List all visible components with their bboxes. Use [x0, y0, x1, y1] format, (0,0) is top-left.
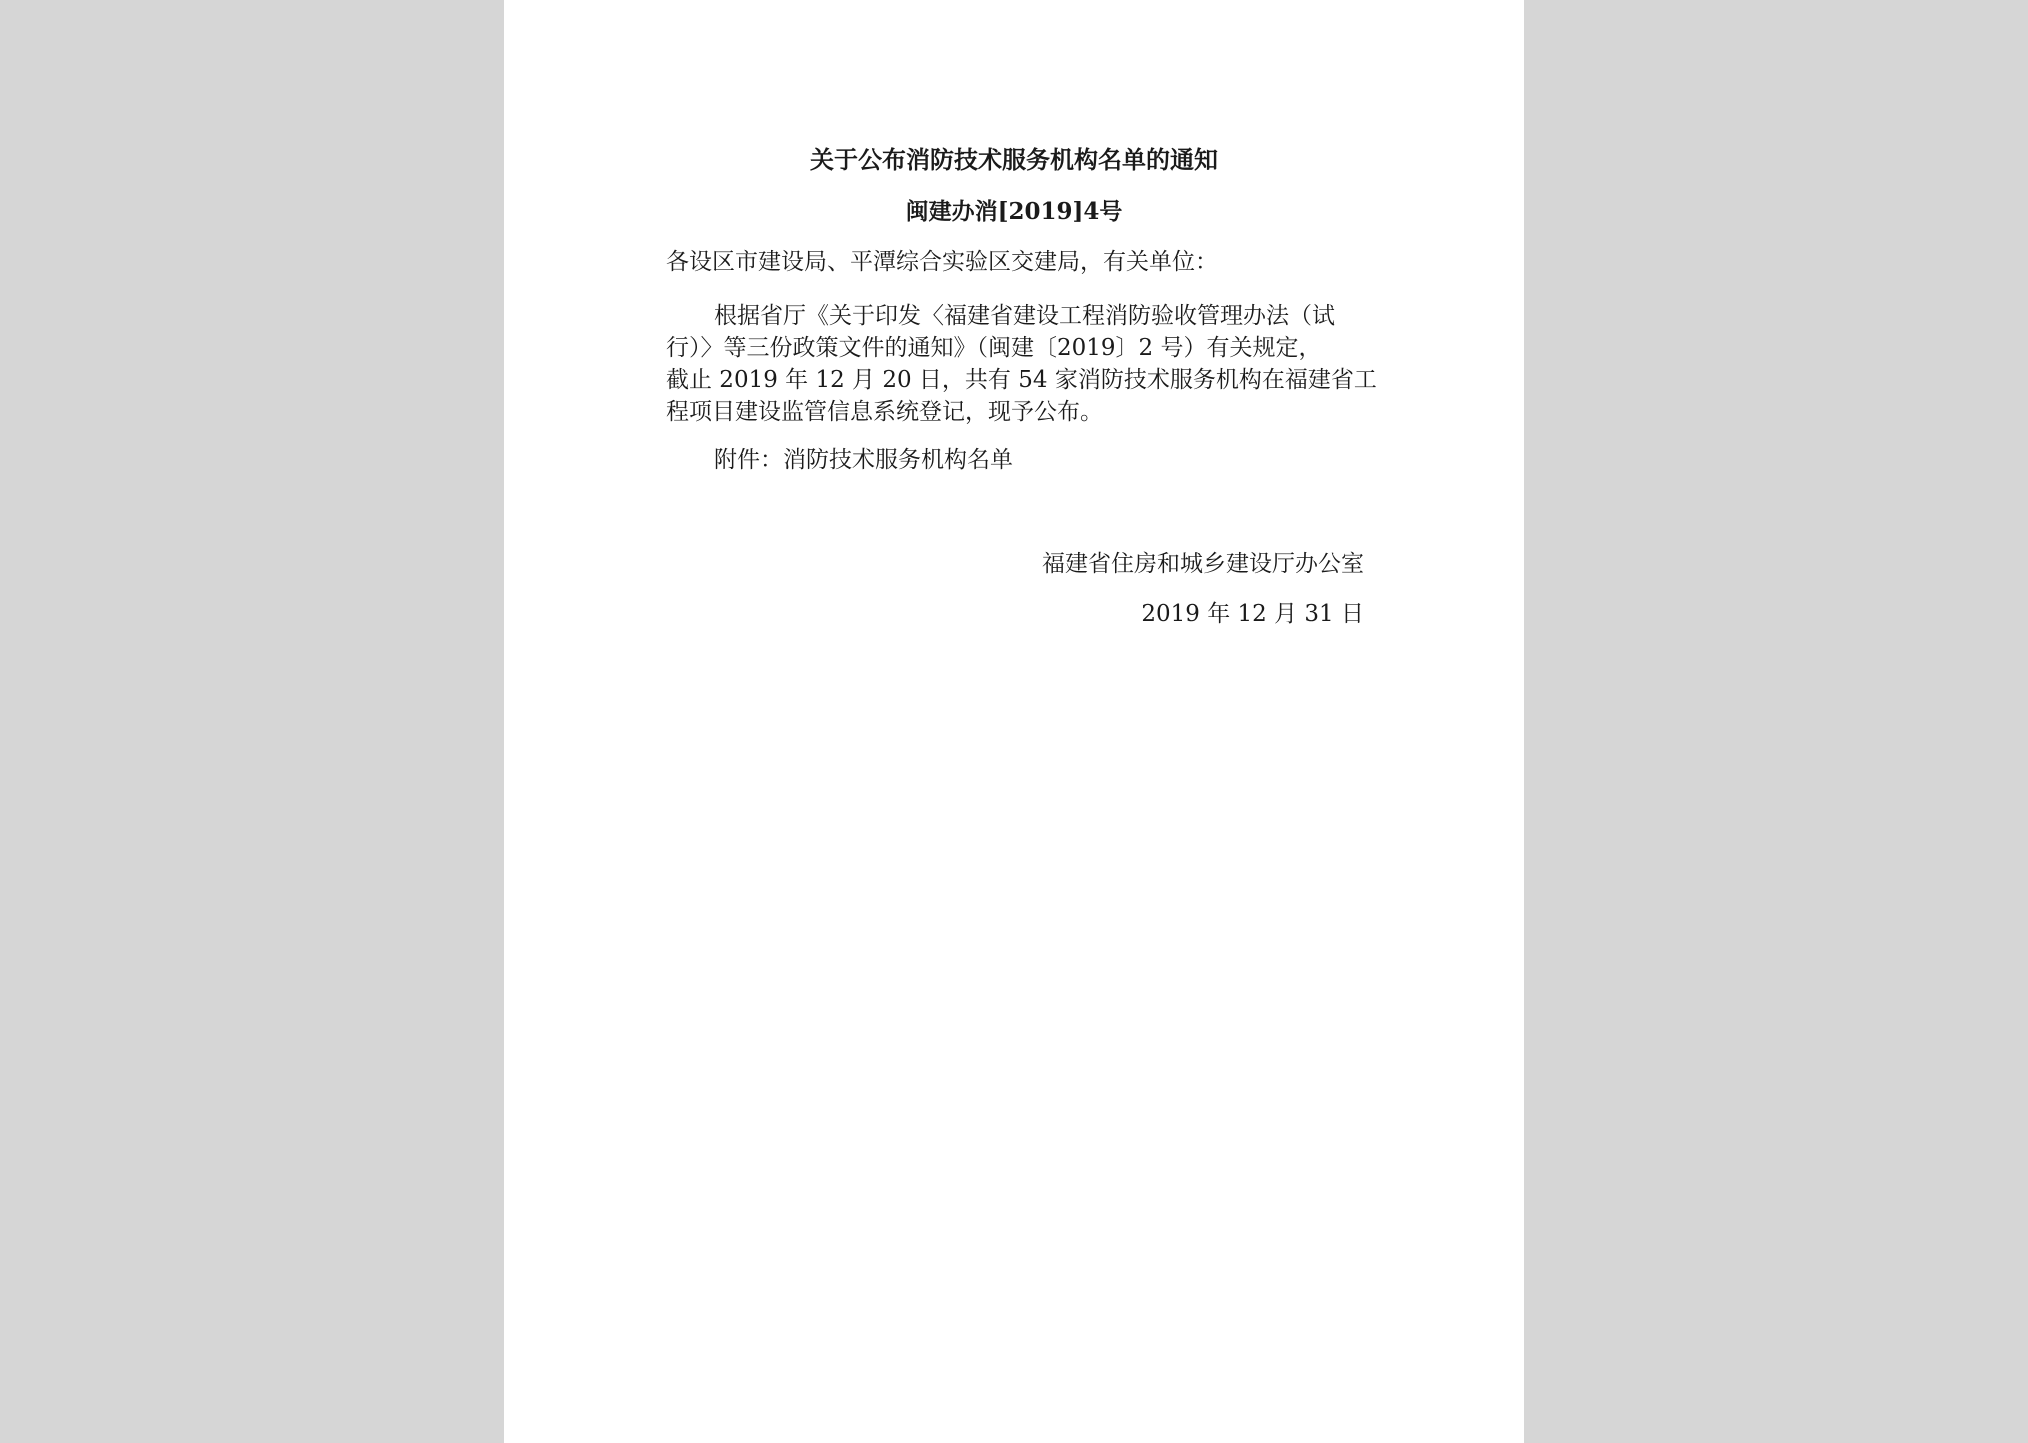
issuer-signature: 福建省住房和城乡建设厅办公室	[1042, 551, 1364, 577]
body-line-4: 程项目建设监管信息系统登记，现予公布。	[666, 399, 1103, 425]
body-line-2: 行）〉等三份政策文件的通知》（闽建〔2019〕2 号）有关规定，	[666, 335, 1322, 361]
body-line-3: 截止 2019 年 12 月 20 日，共有 54 家消防技术服务机构在福建省工	[666, 367, 1377, 393]
body-line-1: 根据省厅《关于印发〈福建省建设工程消防验收管理办法（试	[714, 303, 1335, 329]
attachment-note: 附件：消防技术服务机构名单	[714, 447, 1013, 473]
document-page	[504, 0, 1524, 1443]
salutation: 各设区市建设局、平潭综合实验区交建局，有关单位：	[666, 249, 1218, 275]
document-number: 闽建办消[2019]4号	[905, 198, 1123, 225]
issue-date: 2019 年 12 月 31 日	[1141, 601, 1364, 627]
document-title: 关于公布消防技术服务机构名单的通知	[810, 145, 1218, 174]
